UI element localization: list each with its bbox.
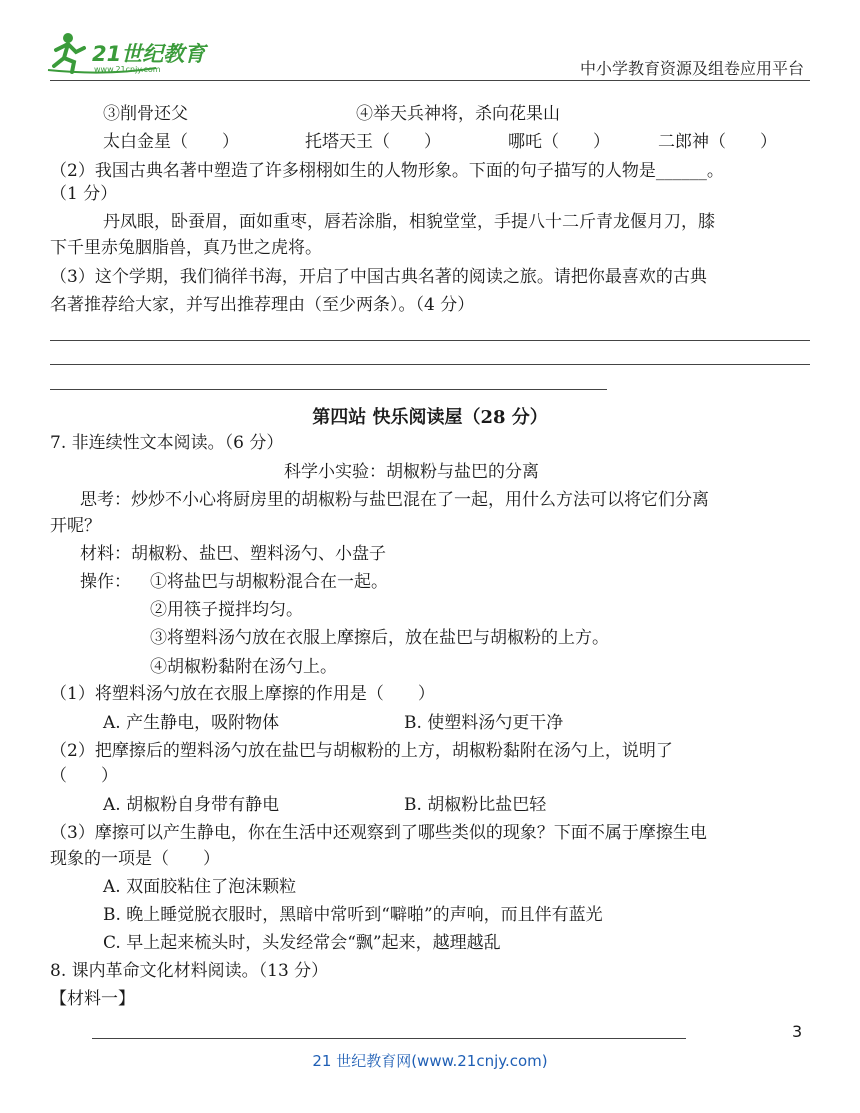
sub-question-2-blank: （ ） (50, 766, 118, 786)
sub-question-3-cont: 现象的一项是（ ） (50, 849, 220, 869)
footer-rule (92, 1038, 686, 1039)
logo-url: www.21cnjy.com (94, 65, 161, 74)
logo-text: 21世纪教育 (92, 42, 206, 66)
question-8: 8. 课内革命文化材料阅读。（13 分） (50, 961, 329, 981)
question-2-score: （1 分） (50, 184, 118, 204)
site-logo (46, 30, 216, 78)
operation-1: ①将盐巴与胡椒粉混合在一起。 (150, 572, 388, 592)
description-line-1: 丹凤眼，卧蚕眉，面如重枣，唇若涂脂，相貌堂堂，手提八十二斤青龙偃月刀，膝 (103, 212, 715, 232)
materials: 材料：胡椒粉、盐巴、塑料汤勺、小盘子 (80, 544, 386, 564)
sub-question-2-option-a[interactable]: A. 胡椒粉自身带有静电 (103, 795, 280, 815)
material-one-label: 【材料一】 (50, 989, 135, 1009)
option-3: ③削骨还父 (103, 104, 188, 124)
match-taibai: 太白金星（ ） (103, 132, 239, 152)
think-line-1: 思考：炒炒不小心将厨房里的胡椒粉与盐巴混在了一起，用什么方法可以将它们分离 (80, 490, 709, 510)
experiment-title: 科学小实验：胡椒粉与盐巴的分离 (284, 462, 539, 482)
sub-question-2: （2）把摩擦后的塑料汤勺放在盐巴与胡椒粉的上方，胡椒粉黏附在汤勺上，说明了 (50, 741, 673, 761)
sub-question-1-option-a[interactable]: A. 产生静电，吸附物体 (103, 713, 280, 733)
operation-3: ③将塑料汤勺放在衣服上摩擦后，放在盐巴与胡椒粉的上方。 (150, 628, 609, 648)
sub-question-3-option-c[interactable]: C. 早上起来梳头时，头发经常会“飘”起来，越理越乱 (103, 933, 501, 953)
sub-question-3-option-a[interactable]: A. 双面胶粘住了泡沫颗粒 (103, 877, 297, 897)
match-tuota: 托塔天王（ ） (305, 132, 441, 152)
option-4: ④举天兵神将，杀向花果山 (356, 104, 560, 124)
answer-line-2[interactable] (50, 364, 810, 365)
sub-question-1-option-b[interactable]: B. 使塑料汤勺更干净 (404, 713, 564, 733)
answer-line-3[interactable] (50, 389, 607, 390)
sub-question-3: （3）摩擦可以产生静电，你在生活中还观察到了哪些类似的现象？下面不属于摩擦生电 (50, 823, 707, 843)
sub-question-1: （1）将塑料汤勺放在衣服上摩擦的作用是（ ） (50, 684, 435, 704)
section-title: 第四站 快乐阅读屋（28 分） (312, 407, 548, 428)
operation-label: 操作： (80, 572, 131, 592)
match-nezha: 哪吒（ ） (508, 132, 610, 152)
question-7: 7. 非连续性文本阅读。（6 分） (50, 433, 284, 453)
operation-4: ④胡椒粉黏附在汤勺上。 (150, 657, 337, 677)
question-3-cont: 名著推荐给大家，并写出推荐理由（至少两条）。（4 分） (50, 295, 475, 315)
sub-question-3-option-b[interactable]: B. 晚上睡觉脱衣服时，黑暗中常听到“噼啪”的声响，而且伴有蓝光 (103, 905, 603, 925)
match-erlang: 二郎神（ ） (658, 132, 777, 152)
sub-question-2-option-b[interactable]: B. 胡椒粉比盐巴轻 (404, 795, 547, 815)
header-rule (50, 80, 810, 81)
description-line-2: 下千里赤兔胭脂兽，真乃世之虎将。 (50, 238, 322, 258)
page-number: 3 (792, 1022, 803, 1041)
platform-name: 中小学教育资源及组卷应用平台 (579, 59, 804, 78)
footer-site[interactable]: 21 世纪教育网(www.21cnjy.com) (312, 1052, 548, 1070)
answer-line-1[interactable] (50, 340, 810, 341)
question-3: （3）这个学期，我们徜徉书海，开启了中国古典名著的阅读之旅。请把你最喜欢的古典 (50, 267, 707, 287)
question-2: （2）我国古典名著中塑造了许多栩栩如生的人物形象。下面的句子描写的人物是______。 (50, 161, 724, 181)
think-line-2: 开呢？ (50, 516, 101, 536)
operation-2: ②用筷子搅拌均匀。 (150, 600, 303, 620)
